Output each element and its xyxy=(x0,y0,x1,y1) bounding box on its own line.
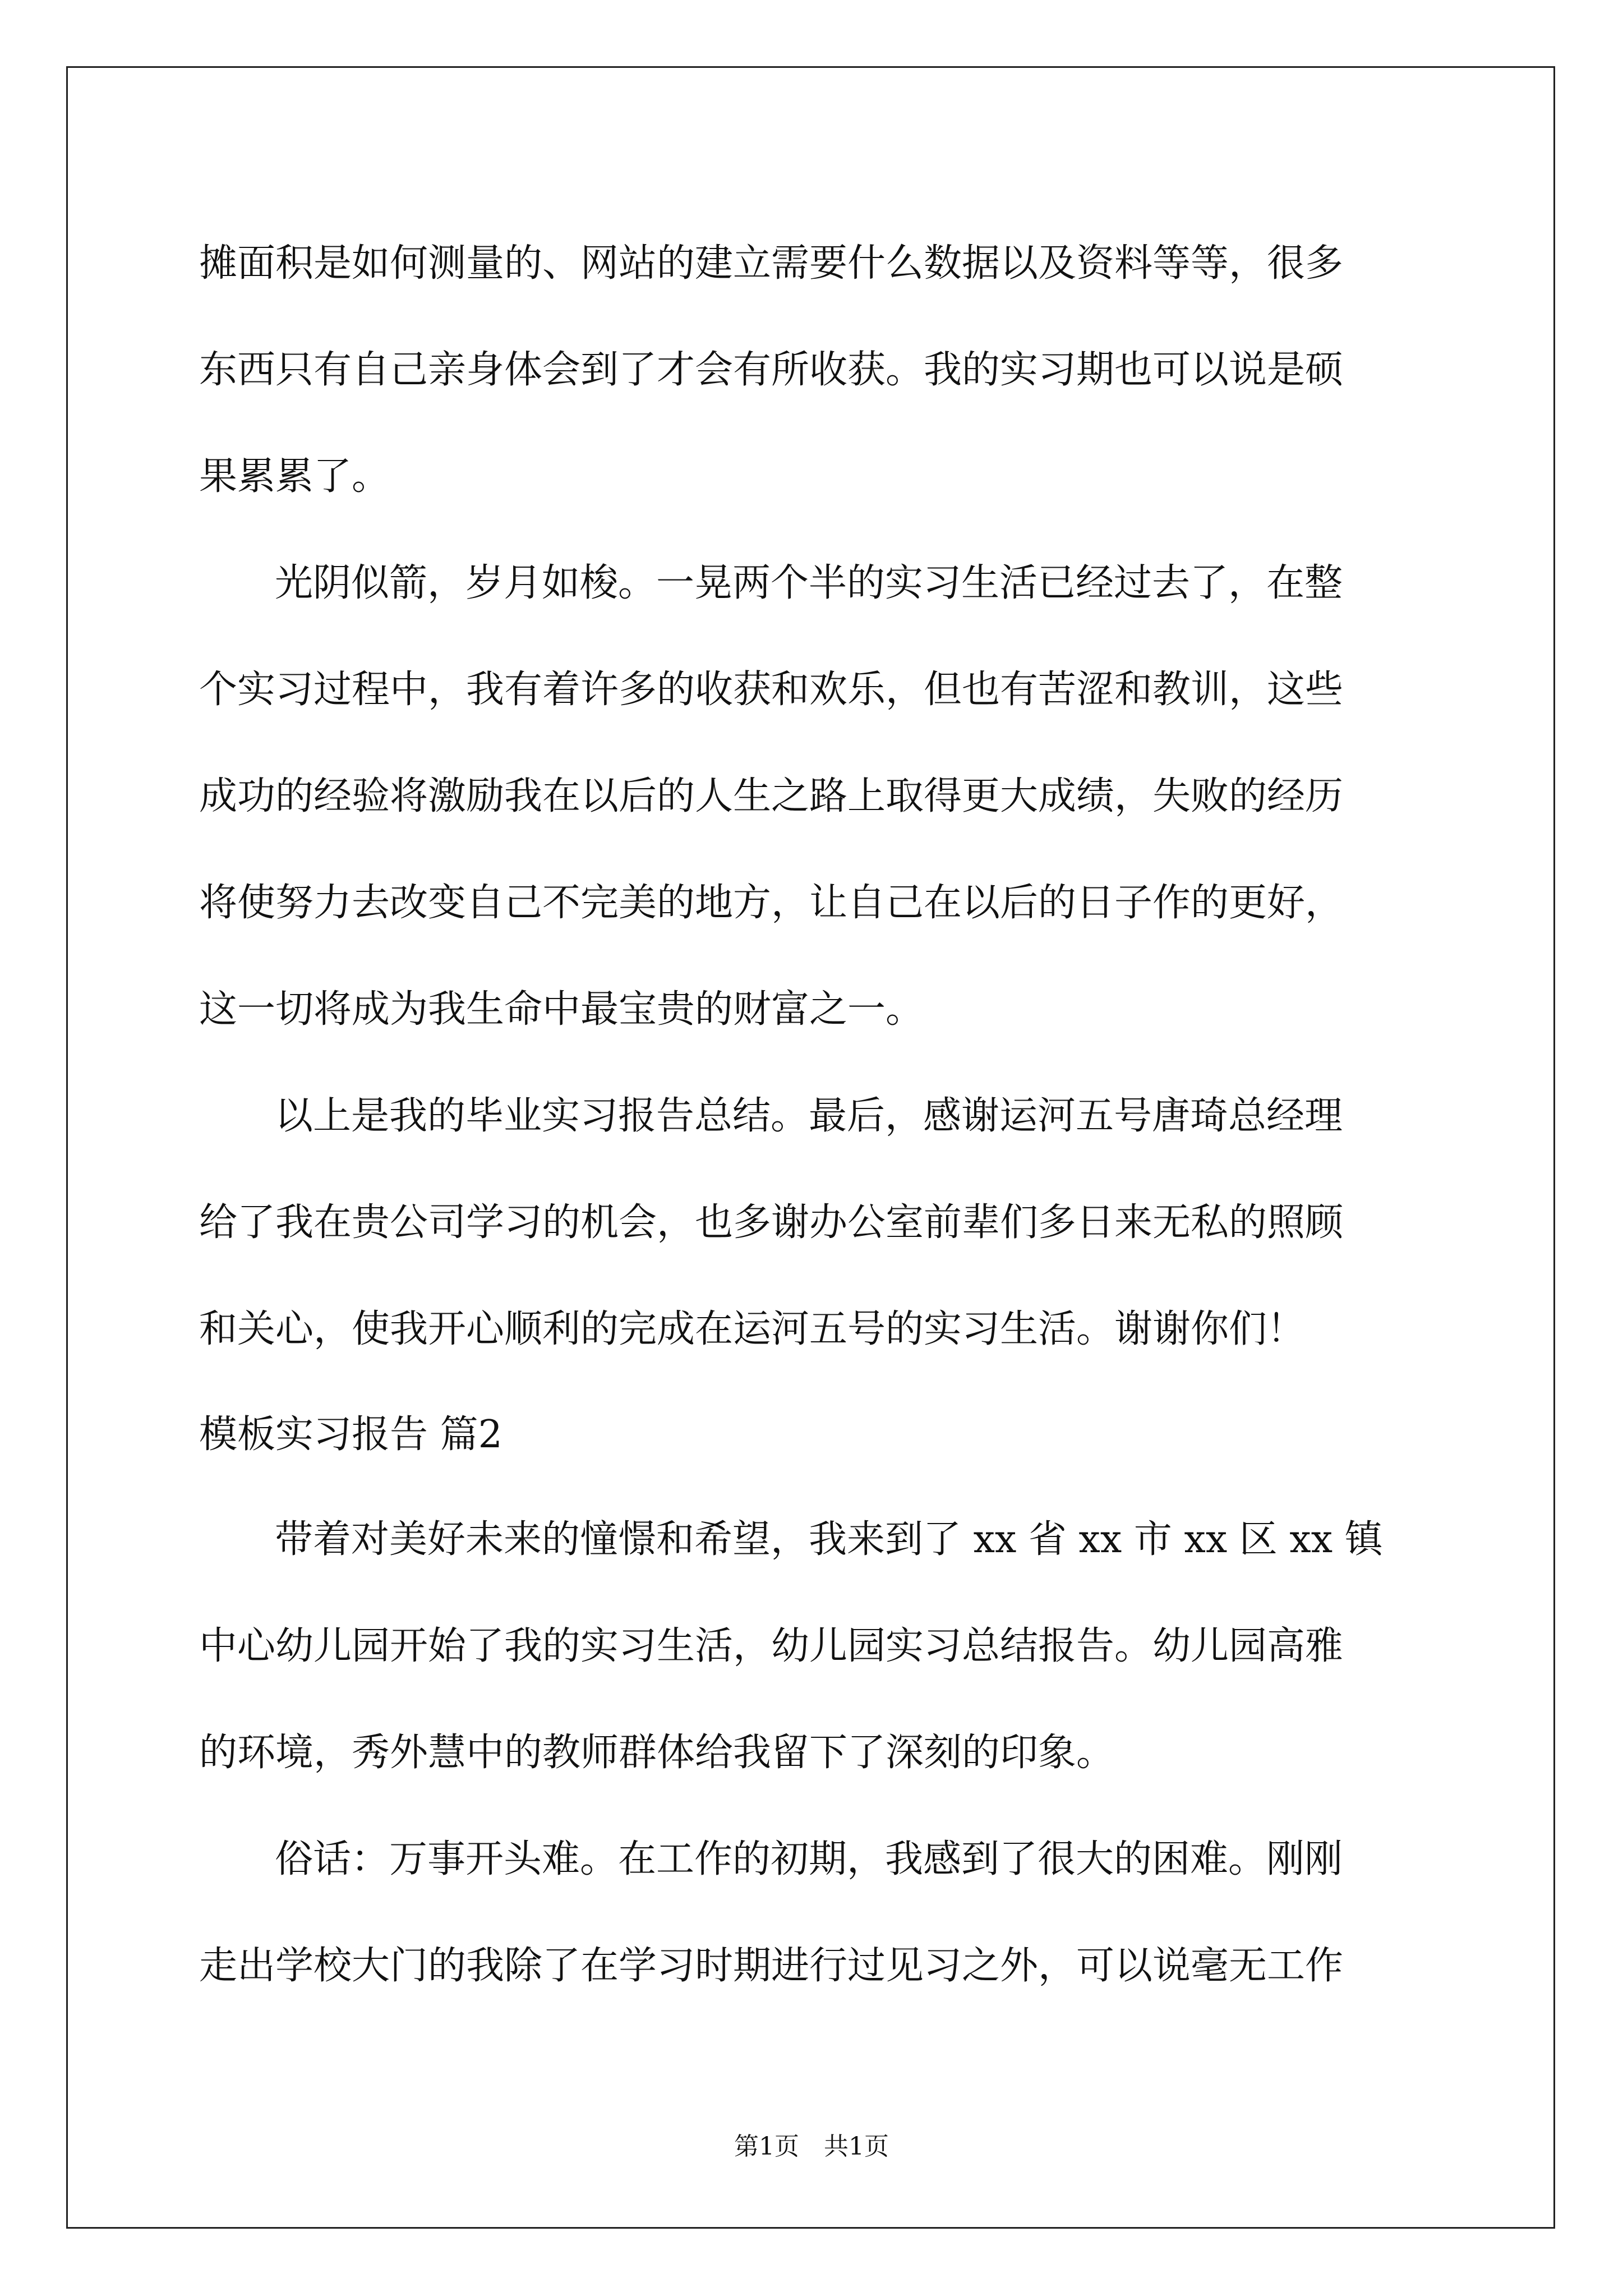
page-footer: 第1页 共1页 xyxy=(734,2132,889,2161)
text-line-3: 果累累了。 xyxy=(199,454,390,499)
text-line-1: 摊面积是如何测量的、网站的建立需要什么数据以及资料等等，很多 xyxy=(199,241,1344,286)
text-line-11: 和关心，使我开心顺利的完成在运河五号的实习生活。谢谢你们！ xyxy=(199,1307,1306,1351)
text-line-2: 东西只有自己亲身体会到了才会有所收获。我的实习期也可以说是硕 xyxy=(199,348,1344,392)
section-heading: 模板实习报告 篇2 xyxy=(199,1412,502,1457)
text-line-5: 个实习过程中，我有着许多的收获和欢乐，但也有苦涩和教训，这些 xyxy=(199,668,1344,712)
text-line-16: 俗话：万事开头难。在工作的初期，我感到了很大的困难。刚刚 xyxy=(275,1837,1343,1881)
text-line-9: 以上是我的毕业实习报告总结。最后，感谢运河五号唐琦总经理 xyxy=(275,1094,1343,1138)
document-body xyxy=(199,210,1433,2019)
text-line-10: 给了我在贵公司学习的机会，也多谢办公室前辈们多日来无私的照顾 xyxy=(199,1200,1344,1245)
text-line-6: 成功的经验将激励我在以后的人生之路上取得更大成绩，失败的经历 xyxy=(199,774,1344,818)
text-line-14: 中心幼儿园开始了我的实习生活，幼儿园实习总结报告。幼儿园高雅 xyxy=(199,1624,1344,1668)
text-line-7: 将使努力去改变自己不完美的地方，让自己在以后的日子作的更好， xyxy=(199,881,1344,925)
text-line-17: 走出学校大门的我除了在学习时期进行过见习之外，可以说毫无工作 xyxy=(199,1944,1344,1988)
text-line-8: 这一切将成为我生命中最宝贵的财富之一。 xyxy=(199,987,924,1032)
text-line-13: 带着对美好未来的憧憬和希望，我来到了 xx 省 xx 市 xx 区 xx 镇 xyxy=(275,1517,1383,1562)
text-line-15: 的环境，秀外慧中的教师群体给我留下了深刻的印象。 xyxy=(199,1731,1115,1775)
text-line-4: 光阴似箭，岁月如梭。一晃两个半的实习生活已经过去了，在整 xyxy=(275,561,1343,605)
